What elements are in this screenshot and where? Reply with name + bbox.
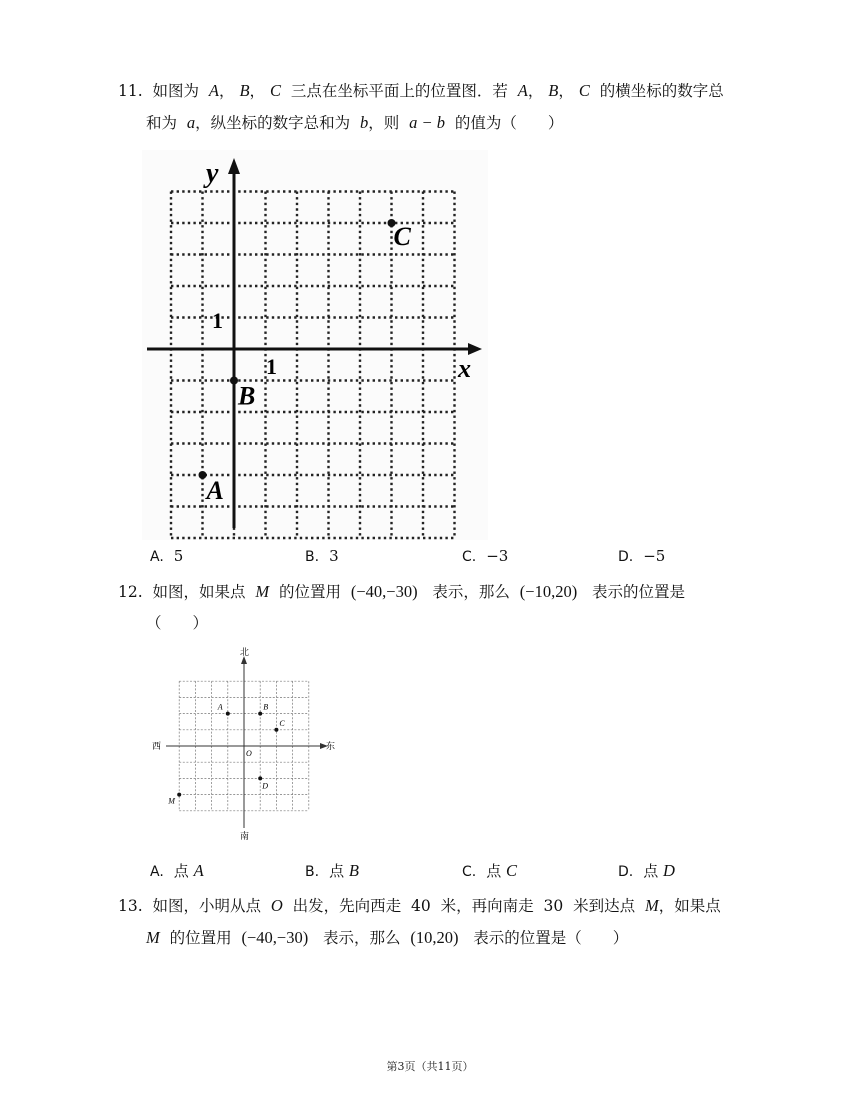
question-11-options — [150, 547, 790, 571]
x-axis-label: x — [458, 354, 471, 383]
figure-background — [142, 150, 488, 540]
option-a[interactable]: A. 5 — [150, 547, 184, 565]
page-footer: 第3页（共11页） — [386, 1060, 474, 1073]
point-d-label: D — [262, 781, 268, 791]
question-13-line-1: 13. 如图，小明从点 O 出发，先向西走 40 米，再向南走 30 米到达点 M，如果点 — [118, 896, 721, 915]
point-b-marker — [230, 377, 238, 385]
question-13-line-2: M 的位置用 (−40,−30) 表示，那么 (10,20) 表示的位置是（ ） — [146, 928, 629, 947]
y-tick-label: 1 — [212, 308, 223, 333]
question-number: 13. — [118, 897, 143, 915]
point-b-label: B — [263, 702, 269, 712]
question-11-line-2: 和为 a，纵坐标的数字总和为 b，则 a − b 的值为（ ） — [146, 113, 564, 132]
point-a-label: A — [206, 476, 224, 505]
question-12-line-2: （ ） — [146, 614, 209, 632]
point-a-marker — [199, 471, 207, 479]
south-label: 南 — [240, 832, 250, 842]
question-11-line-1: 11. 如图为 A， B， C 三点在坐标平面上的位置图．若 A， B， C 的横坐标的数字总 — [118, 81, 724, 100]
point-b-label: B — [238, 381, 256, 411]
option-c[interactable]: C. −3 — [462, 547, 509, 565]
option-b[interactable]: B. 3 — [305, 547, 339, 565]
point-a-label: A — [217, 702, 223, 712]
point-c-label: C — [393, 222, 411, 251]
point-c-label: C — [279, 718, 285, 728]
option-d[interactable]: D. −5 — [618, 547, 666, 565]
east-label: 东 — [326, 742, 336, 752]
point-a-marker — [226, 712, 230, 716]
option-c[interactable]: C. 点 C — [462, 861, 518, 880]
question-11 — [118, 75, 724, 139]
points — [167, 703, 285, 806]
west-label: 西 — [152, 742, 162, 752]
compass-grid-figure — [148, 642, 338, 844]
question-number: 11. — [118, 82, 143, 100]
origin-label: O — [246, 749, 252, 758]
option-d[interactable]: D. 点 D — [618, 861, 675, 880]
point-c-marker — [274, 728, 278, 732]
point-d-marker — [258, 776, 262, 780]
y-axis-label: y — [206, 158, 219, 189]
coordinate-grid-figure — [142, 150, 488, 540]
question-number: 12. — [118, 583, 143, 601]
north-label: 北 — [240, 648, 250, 658]
axes — [166, 656, 328, 828]
question-12-line-1: 12. 如图，如果点 M 的位置用 (−40,−30) 表示，那么 (−10,20) 表示的位置是 — [118, 582, 685, 601]
question-12 — [118, 576, 685, 639]
point-b-marker — [258, 712, 262, 716]
point-m-label: M — [168, 796, 175, 806]
x-tick-label: 1 — [266, 354, 277, 379]
question-13 — [118, 890, 721, 954]
option-b[interactable]: B. 点 B — [305, 861, 359, 880]
option-a[interactable]: A. 点 A — [150, 861, 204, 880]
question-12-options — [150, 860, 790, 884]
point-m-marker — [177, 793, 181, 797]
